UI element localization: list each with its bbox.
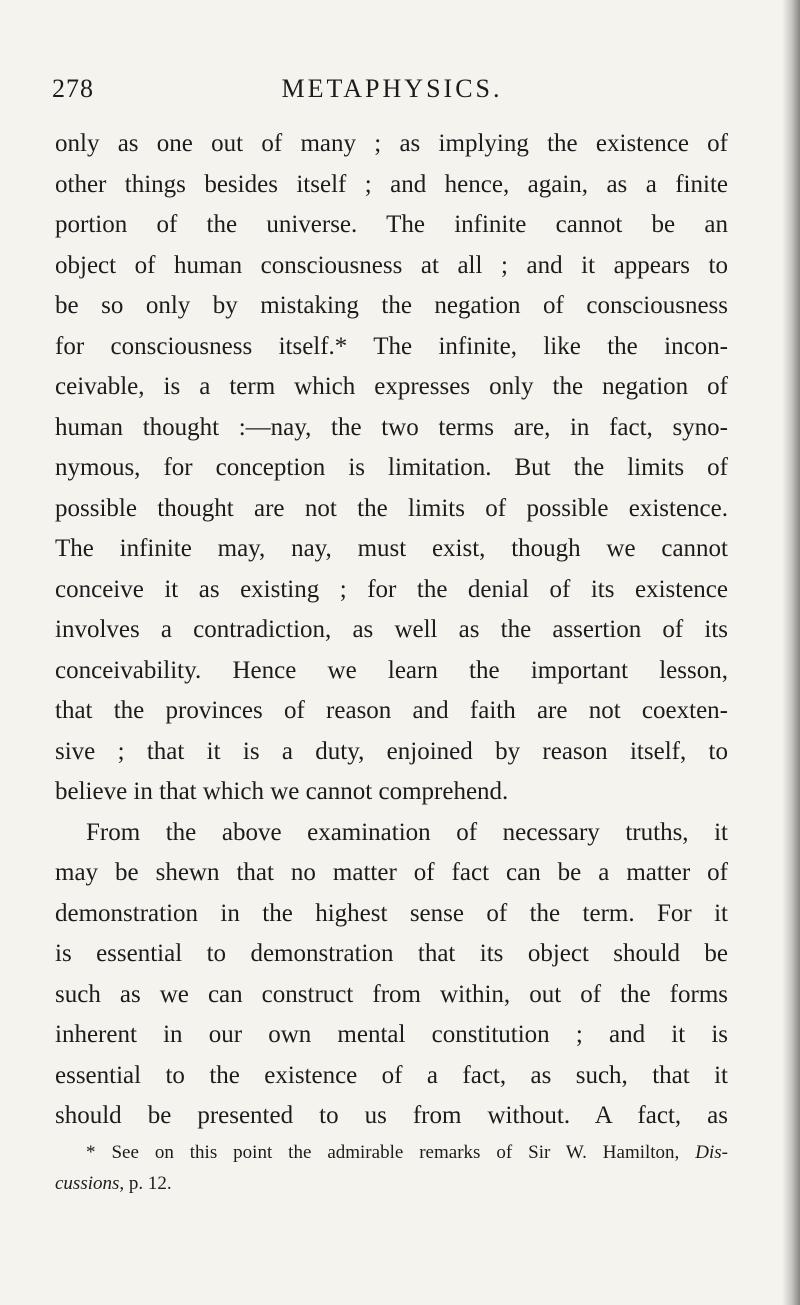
footnote-italic-title: Dis- <box>695 1142 728 1163</box>
text-line: object of human consciousness at all ; and it appears to <box>55 251 728 279</box>
footnote <box>55 1137 728 1199</box>
text-line: From the above examination of necessary truths, it <box>86 818 728 846</box>
text-line: that the provinces of reason and faith are not coexten- <box>55 697 728 724</box>
running-head: METAPHYSICS. <box>281 74 503 103</box>
text-line: be so only by mistaking the negation of consciousness <box>55 292 728 319</box>
body-text <box>55 124 728 1137</box>
text-line: portion of the universe. The infinite cannot be an <box>55 211 728 238</box>
text-line: only as one out of many ; as implying the existence of <box>55 130 728 157</box>
text-line: inherent in our own mental constitution ; and it is <box>55 1021 728 1048</box>
text-line: conceivability. Hence we learn the important lesson, <box>55 656 728 684</box>
text-line: human thought :—nay, the two terms are, in fact, syno- <box>55 413 728 441</box>
text-line: is essential to demonstration that its object should be <box>55 940 728 967</box>
text-line: essential to the existence of a fact, as such, that it <box>55 1061 728 1089</box>
footnote-line <box>55 1168 728 1199</box>
footnote-text: , p. 12. <box>119 1173 172 1194</box>
page-header <box>52 74 732 114</box>
text-line: may be shewn that no matter of fact can be a matter of <box>55 859 728 886</box>
text-line: other things besides itself ; and hence, again, as a finite <box>55 170 728 198</box>
text-line: The infinite may, nay, must exist, though we cannot <box>55 535 728 562</box>
text-line: believe in that which we cannot comprehend. <box>55 778 509 805</box>
text-line: for consciousness itself.* The infinite, like the incon- <box>55 332 728 360</box>
text-line: involves a contradiction, as well as the assertion of its <box>55 616 728 643</box>
footnote-italic-title: cussions <box>55 1173 120 1194</box>
text-line: conceive it as existing ; for the denial of its existence <box>55 575 728 603</box>
footnote-text: * See on this point the admirable remarks of Sir W. Hamilton, <box>86 1142 680 1163</box>
page-edge-shadow <box>782 0 800 1305</box>
text-line: should be presented to us from without. A fact, as <box>55 1102 728 1129</box>
page-number: 278 <box>52 74 94 103</box>
text-line: sive ; that it is a duty, enjoined by reason itself, to <box>55 737 728 765</box>
text-line: nymous, for conception is limitation. But the limits of <box>55 454 728 481</box>
text-line: possible thought are not the limits of possible existence. <box>55 494 728 522</box>
text-line: ceivable, is a term which expresses only the negation of <box>55 373 728 400</box>
footnote-line <box>55 1137 728 1168</box>
text-line: demonstration in the highest sense of the term. For it <box>55 899 728 927</box>
text-line: such as we can construct from within, out of the forms <box>55 980 728 1008</box>
